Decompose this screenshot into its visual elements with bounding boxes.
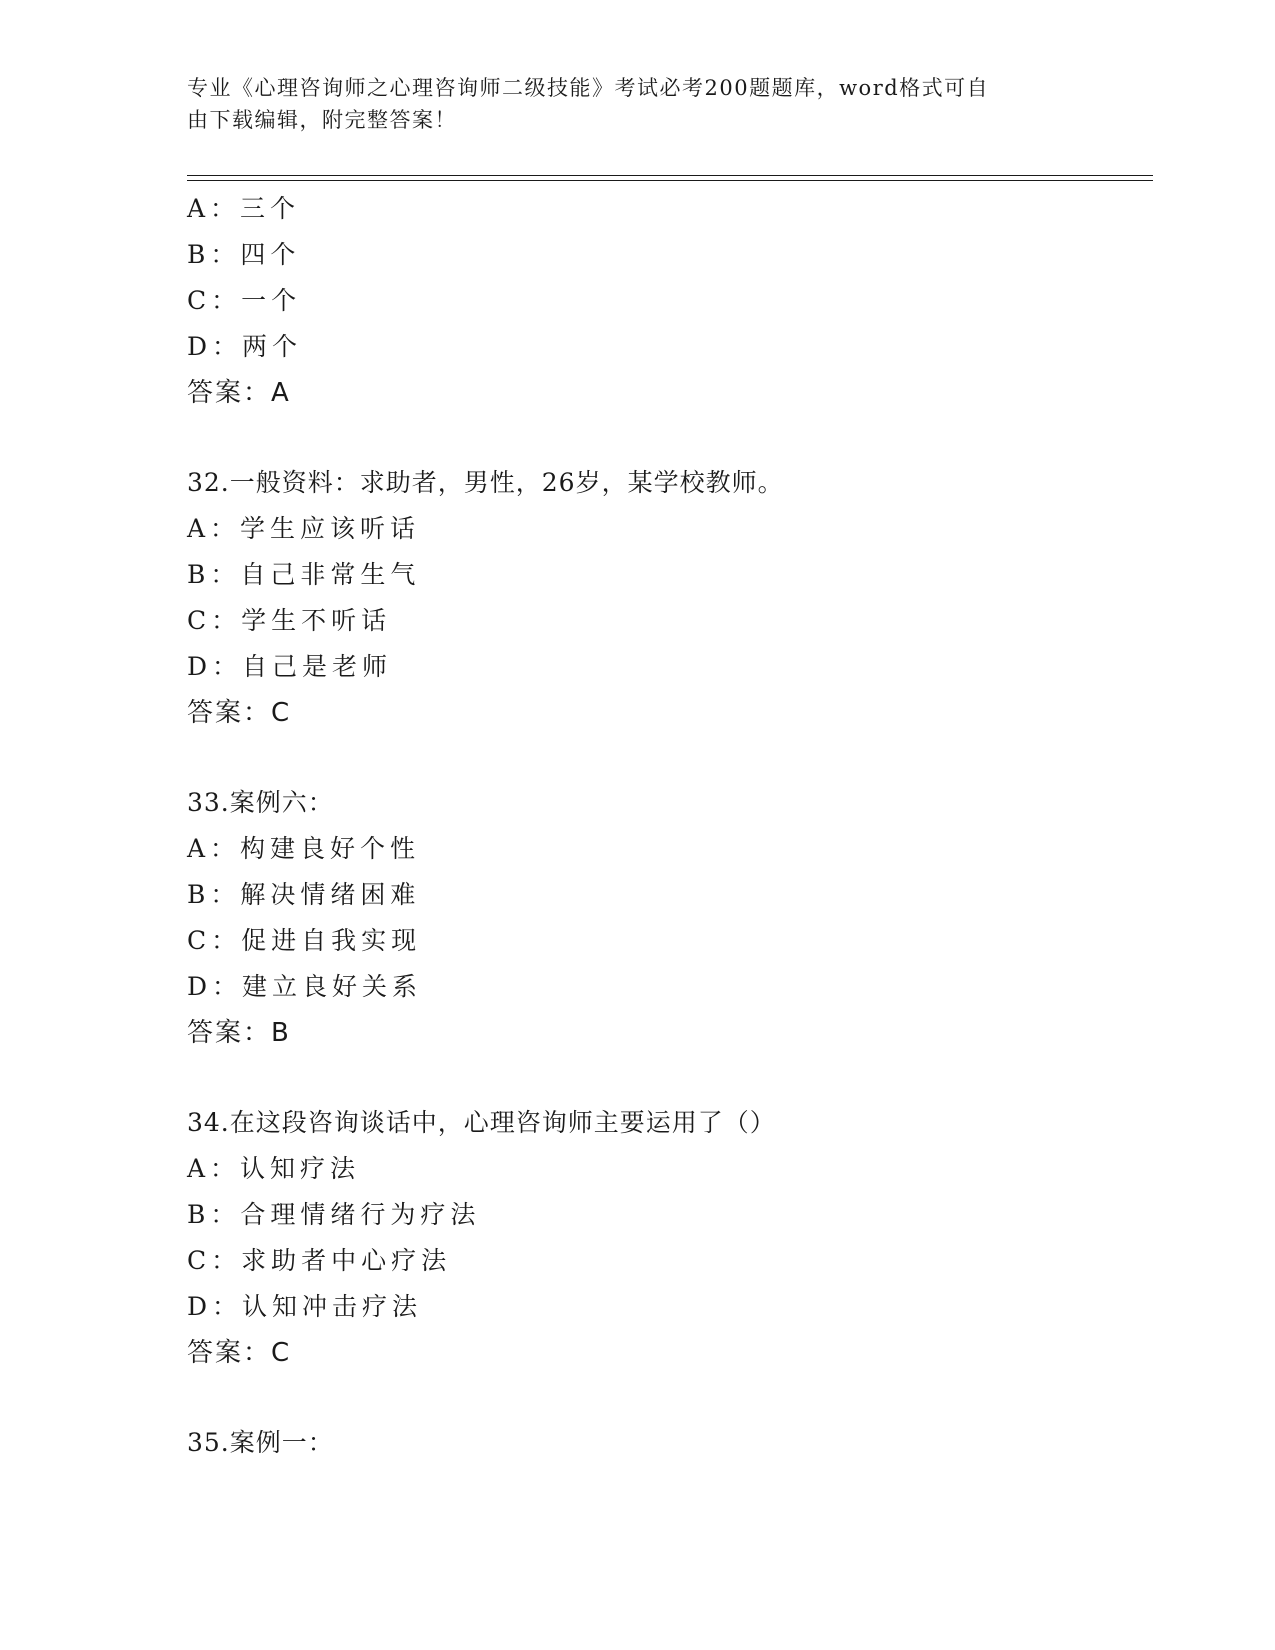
- option-a: A：三个: [187, 194, 301, 223]
- question-stem: 35.案例一：: [187, 1428, 334, 1457]
- option-c: C：一个: [187, 286, 302, 315]
- option-c: C：学生不听话: [187, 606, 392, 635]
- question-block-35: [187, 1420, 1147, 1466]
- option-b: B：自己非常生气: [187, 560, 421, 589]
- option-b: B：解决情绪困难: [187, 880, 421, 909]
- document-header: [187, 72, 1067, 136]
- option-b: B：四个: [187, 240, 301, 269]
- header-divider-bottom: [187, 180, 1153, 181]
- question-block-34: [187, 1100, 1147, 1376]
- option-d: D：两个: [187, 332, 303, 361]
- option-b: B：合理情绪行为疗法: [187, 1200, 481, 1229]
- question-stem: 34.在这段咨询谈话中，心理咨询师主要运用了（）: [187, 1108, 776, 1137]
- question-block-32: [187, 460, 1147, 736]
- question-stem: 32.一般资料：求助者，男性，26岁，某学校教师。: [187, 468, 784, 497]
- header-line-2: 由下载编辑，附完整答案！: [187, 108, 457, 132]
- option-a: A：学生应该听话: [187, 514, 421, 543]
- answer-line: 答案：C: [187, 698, 292, 728]
- answer-line: 答案：C: [187, 1338, 292, 1368]
- question-stem: 33.案例六：: [187, 788, 334, 817]
- question-block-33: [187, 780, 1147, 1056]
- question-block-31: [187, 186, 1147, 416]
- option-d: D：自己是老师: [187, 652, 393, 681]
- option-a: A：构建良好个性: [187, 834, 421, 863]
- header-divider-top: [187, 175, 1153, 176]
- option-c: C：促进自我实现: [187, 926, 422, 955]
- header-line-1: 专业《心理咨询师之心理咨询师二级技能》考试必考200题题库，word格式可自: [187, 76, 990, 100]
- question-list: [187, 186, 1147, 1466]
- option-c: C：求助者中心疗法: [187, 1246, 452, 1275]
- option-d: D：认知冲击疗法: [187, 1292, 423, 1321]
- option-d: D：建立良好关系: [187, 972, 423, 1001]
- answer-line: 答案：A: [187, 378, 291, 408]
- option-a: A：认知疗法: [187, 1154, 361, 1183]
- answer-line: 答案：B: [187, 1018, 291, 1048]
